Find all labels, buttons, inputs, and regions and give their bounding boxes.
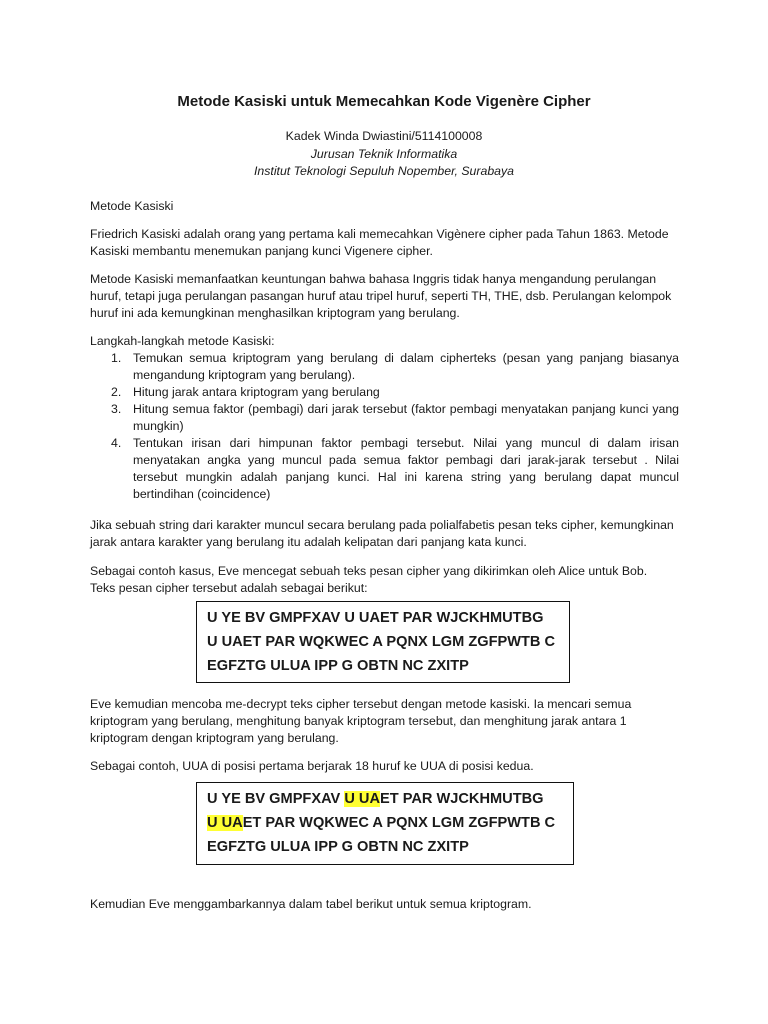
steps-list (90, 350, 679, 503)
paragraph-intro: Friedrich Kasiski adalah orang yang pertama kali memecahkan Vigènere cipher pada Tahun 1863. Metode Kasiski membantu menemukan panjang kunci Vigenere cipher. (90, 227, 669, 258)
list-text: Hitung semua faktor (pembagi) dari jarak tersebut (faktor pembagi menyatakan panjang kunci yang mungkin) (133, 402, 679, 433)
list-number: 2. (111, 385, 122, 399)
steps-heading: Langkah-langkah metode Kasiski: (90, 334, 275, 348)
list-number: 4. (111, 436, 122, 450)
page-title: Metode Kasiski untuk Memecahkan Kode Vigenère Cipher (177, 93, 591, 110)
list-item (90, 435, 679, 503)
highlighted-cryptogram: U UA (207, 815, 243, 831)
paragraph-repetition: Metode Kasiski memanfaatkan keuntungan bahwa bahasa Inggris tidak hanya mengandung perulangan huruf, tetapi juga perulangan pasangan huruf atau tripel huruf, seperti TH, THE, dsb. Perulangan kelompok huruf ini ada kemungkinan menghasilkan kriptogram yang berulang. (90, 272, 672, 320)
cipher-line (207, 787, 563, 811)
cipher-text: ET PAR WJCKHMUTBG (380, 791, 544, 807)
cipher-line: U UAET PAR WQKWEC A PQNX LGM ZGFPWTB C (207, 634, 556, 650)
list-item (90, 384, 679, 401)
paragraph-case-line2: Teks pesan cipher tersebut adalah sebagai berikut: (90, 581, 368, 595)
paragraph-decrypt: Eve kemudian mencoba me-decrypt teks cipher tersebut dengan metode kasiski. Ia mencari semua kriptogram yang berulang, menghitung banyak kriptogram tersebut, dan menghitung jarak antara 1 kriptogram dengan kriptogram yang berulang. (90, 697, 632, 745)
section-heading: Metode Kasiski (90, 199, 174, 213)
cipher-text: ET PAR WQKWEC A PQNX LGM ZGFPWTB C (242, 815, 556, 831)
institution-line: Institut Teknologi Sepuluh Nopember, Surabaya (254, 164, 514, 178)
list-item (90, 350, 679, 384)
cipher-text-box (196, 601, 570, 683)
list-text: Tentukan irisan dari himpunan faktor pembagi tersebut. Nilai yang muncul di dalam irisan menyatakan angka yang muncul pada semua faktor pembagi dari jarak-jarak tersebut . Nilai tersebut mungkin adalah panjang kunci. Hal ini karena string yang berulang dapat muncul bertindihan (coincidence) (133, 436, 679, 501)
department-line: Jurusan Teknik Informatika (310, 147, 458, 161)
paragraph-case-line1: Sebagai contoh kasus, Eve mencegat sebuah teks pesan cipher yang dikirimkan oleh Alice untuk Bob. (90, 564, 648, 578)
paragraph-string-repetition: Jika sebuah string dari karakter muncul secara berulang pada polialfabetis pesan teks cipher, kemungkinan jarak antara karakter yang berulang itu adalah kelipatan dari panjang kata kunci. (90, 518, 674, 549)
cipher-text-box-highlighted (196, 782, 574, 865)
cipher-line: EGFZTG ULUA IPP G OBTN NC ZXITP (207, 839, 469, 855)
list-text: Temukan semua kriptogram yang berulang di dalam cipherteks (pesan yang panjang biasanya mengandung kriptogram yang berulang). (133, 351, 679, 382)
list-number: 1. (111, 351, 122, 365)
cipher-line: U YE BV GMPFXAV U UAET PAR WJCKHMUTBG (207, 610, 544, 626)
list-text: Hitung jarak antara kriptogram yang berulang (133, 385, 380, 399)
cipher-text: U YE BV GMPFXAV (207, 791, 345, 807)
cipher-line: EGFZTG ULUA IPP G OBTN NC ZXITP (207, 658, 469, 674)
paragraph-table-intro: Kemudian Eve menggambarkannya dalam tabel berikut untuk semua kriptogram. (90, 897, 532, 911)
list-number: 3. (111, 402, 122, 416)
author-line: Kadek Winda Dwiastini/5114100008 (285, 129, 483, 143)
cipher-line (207, 811, 563, 835)
highlighted-cryptogram: U UA (344, 791, 381, 807)
list-item (90, 401, 679, 435)
paragraph-example: Sebagai contoh, UUA di posisi pertama berjarak 18 huruf ke UUA di posisi kedua. (90, 759, 534, 773)
